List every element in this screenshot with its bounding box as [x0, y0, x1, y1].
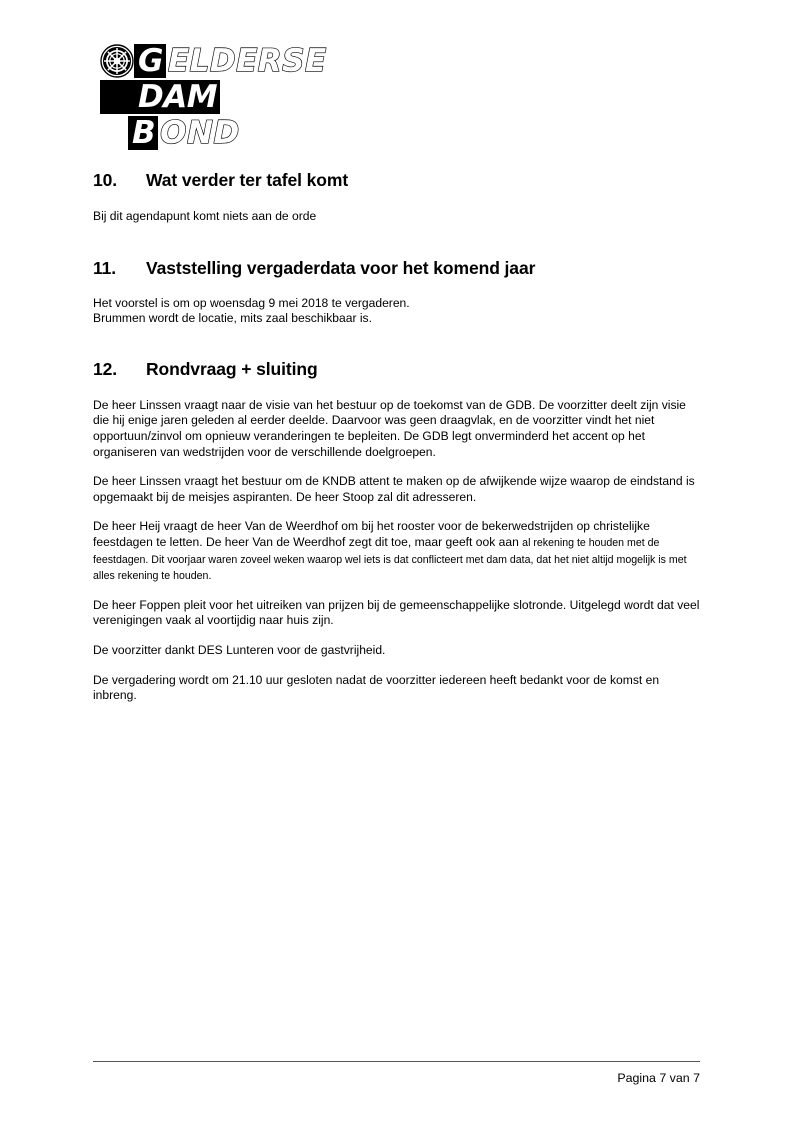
- section-12-paragraph-2: De heer Linssen vraagt het bestuur om de KNDB attent te maken op de afwijkende wijze waarop de eindstand is opgemaakt bij de meisjes aspiranten. De heer Stoop zal dit adresseren.: [93, 474, 695, 504]
- section-12-number: 12.: [93, 358, 118, 379]
- section-10-title: Wat verder ter tafel komt: [146, 170, 349, 190]
- section-10-number: 10.: [93, 170, 118, 190]
- section-12-paragraph-3-normal: De heer Heij vraagt de heer Van de Weerdhof om bij het rooster voor de bekerwedstrijden op christelijke feestdagen te letten. De heer Van de Weerdhof zegt dit toe, maar geeft ook aan: [93, 519, 650, 549]
- section-heading-11: [93, 258, 700, 279]
- section-12-paragraph-4: De heer Foppen pleit voor het uitreiken van prijzen bij de gemeenschappelijke slotronde. Uitgelegd wordt dat veel verenigingen vaak al voortijdig naar huis zijn.: [93, 597, 700, 628]
- section-11-title: Vaststelling vergaderdata voor het komend jaar: [146, 257, 536, 278]
- page-footer: [93, 1061, 700, 1086]
- section-11-number: 11.: [93, 257, 117, 278]
- section-11-line-1: Het voorstel is om op woensdag 9 mei 2018 te vergaderen.: [93, 295, 410, 310]
- section-heading-10: [93, 170, 700, 191]
- section-12-title: Rondvraag + sluiting: [146, 358, 318, 379]
- section-12-paragraph-1: De heer Linssen vraagt naar de visie van het bestuur op de toekomst van de GDB. De voorzitter deelt zijn visie die hij enige jaren geleden al eerder deelde. Daarvoor was geen draagvlak, en de voorzitter vindt het niet opportuun/zinvol om opnieuw veranderingen te bepleiten. De GDB legt onverminderd het accent op het organiseren van wedstrijden voor de verschillende doelgroepen.: [93, 397, 686, 459]
- section-10-paragraph: Bij dit agendapunt komt niets aan de orde: [93, 209, 317, 223]
- page-number: Pagina 7 van 7: [617, 1071, 700, 1085]
- logo-word-dam: DAM: [134, 80, 220, 114]
- section-heading-12: [93, 359, 700, 380]
- logo-letter-g: G: [134, 44, 166, 78]
- section-12-paragraph-3-small: al rekening te houden met de feestdagen. Dit voorjaar waren zoveel weken waarop wel iets is dat conflicteert met dam data, dat het niet altijd mogelijk is met alles rekening te houden.: [93, 536, 687, 583]
- section-12-paragraph-6: De vergadering wordt om 21.10 uur gesloten nadat de voorzitter iedereen heeft bedankt voor de komst en inbreng.: [93, 672, 660, 703]
- document-body: [93, 0, 700, 704]
- section-11-line-2: Brummen wordt de locatie, mits zaal beschikbaar is.: [93, 311, 372, 326]
- footer-divider: [93, 1061, 700, 1062]
- section-12-paragraph-3: [93, 519, 700, 584]
- logo-letters-ond: OND: [160, 115, 240, 151]
- section-12-paragraph-5: De voorzitter dankt DES Lunteren voor de gastvrijheid.: [93, 642, 386, 657]
- logo-letter-b: B: [128, 116, 158, 150]
- logo-letters-elderse: ELDERSE: [167, 43, 327, 79]
